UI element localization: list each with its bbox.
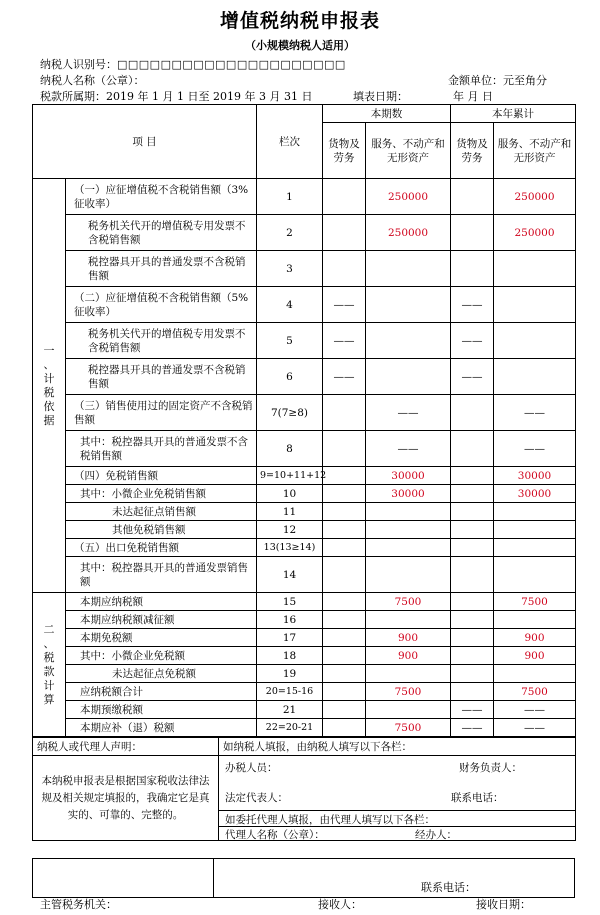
cell-current-services[interactable] <box>366 323 451 359</box>
cell-year-goods[interactable] <box>451 683 494 701</box>
cell-year-goods[interactable] <box>451 665 494 683</box>
cell-year-services[interactable] <box>494 539 576 557</box>
cell-year-goods[interactable] <box>451 557 494 593</box>
cell-year-services[interactable] <box>494 323 576 359</box>
cell-current-goods[interactable] <box>323 503 366 521</box>
row-line: 10 <box>257 485 323 503</box>
taxpayer-name-label: 纳税人名称（公章）： <box>40 74 145 87</box>
form-title: 增值税纳税申报表 <box>219 10 380 32</box>
header-services: 服务、不动产和无形资产 <box>366 123 451 179</box>
row-line: 18 <box>257 647 323 665</box>
table-row <box>33 647 576 665</box>
cell-year-services[interactable]: 30000 <box>494 485 576 503</box>
declaration-section <box>32 737 576 841</box>
cell-current-services[interactable]: —— <box>366 395 451 431</box>
cell-current-goods[interactable] <box>323 215 366 251</box>
cell-current-goods[interactable] <box>323 629 366 647</box>
cell-year-services[interactable]: 250000 <box>494 215 576 251</box>
cell-year-services[interactable] <box>494 287 576 323</box>
cell-year-services[interactable] <box>494 557 576 593</box>
table-row <box>33 503 576 521</box>
row-item: 本期免税额 <box>66 629 257 647</box>
row-line: 14 <box>257 557 323 593</box>
cell-current-goods[interactable]: —— <box>323 287 366 323</box>
cell-current-services[interactable]: 7500 <box>366 683 451 701</box>
row-item: 税控器具开具的普通发票不含税销售额 <box>66 359 257 395</box>
declaration-table <box>32 104 576 737</box>
row-line: 7(7≥8) <box>257 395 323 431</box>
table-row <box>33 395 576 431</box>
cell-current-goods[interactable]: —— <box>323 323 366 359</box>
cell-year-services[interactable]: 900 <box>494 647 576 665</box>
cell-year-goods[interactable] <box>451 395 494 431</box>
cell-current-services[interactable] <box>366 503 451 521</box>
row-item: 本期应补（退）税额 <box>66 719 257 737</box>
table-row <box>33 593 576 611</box>
table-row <box>33 215 576 251</box>
cell-year-goods[interactable] <box>451 521 494 539</box>
cell-year-services[interactable] <box>494 521 576 539</box>
cell-year-services[interactable]: 900 <box>494 629 576 647</box>
cell-current-services[interactable]: 900 <box>366 629 451 647</box>
handler-label: 办税人员： <box>225 762 278 774</box>
finance-label: 财务负责人： <box>459 762 522 774</box>
table-row <box>33 629 576 647</box>
row-item: 税务机关代开的增值税专用发票不含税销售额 <box>66 215 257 251</box>
cell-current-services[interactable] <box>366 539 451 557</box>
row-line: 22=20-21 <box>257 719 323 737</box>
cell-current-services[interactable] <box>366 521 451 539</box>
cell-current-goods[interactable] <box>323 701 366 719</box>
row-line: 13(13≥14) <box>257 539 323 557</box>
table-row <box>33 701 576 719</box>
table-row <box>33 323 576 359</box>
fill-date-label: 填表日期： <box>353 90 408 103</box>
cell-current-goods[interactable] <box>323 647 366 665</box>
row-item: 未达起征点销售额 <box>66 503 257 521</box>
table-row <box>33 179 576 215</box>
cell-year-goods[interactable] <box>451 431 494 467</box>
row-item: 未达起征点免税额 <box>66 665 257 683</box>
cell-current-services[interactable]: 900 <box>366 647 451 665</box>
cell-year-services[interactable]: 30000 <box>494 467 576 485</box>
fill-date-value: 年 月 日 <box>453 90 493 103</box>
cell-current-services[interactable]: 7500 <box>366 593 451 611</box>
table-row <box>33 557 576 593</box>
row-line: 17 <box>257 629 323 647</box>
cell-current-services[interactable] <box>366 557 451 593</box>
cell-current-goods[interactable] <box>323 683 366 701</box>
header-year-total: 本年累计 <box>451 105 576 123</box>
cell-year-goods[interactable] <box>451 611 494 629</box>
tax-period: 税款所属期：2019 年 1 月 1 日至 2019 年 3 月 31 日 <box>40 90 313 103</box>
cell-year-services[interactable]: 7500 <box>494 593 576 611</box>
header-line: 栏次 <box>257 105 323 179</box>
cell-current-goods[interactable] <box>323 467 366 485</box>
row-line: 1 <box>257 179 323 215</box>
row-line: 3 <box>257 251 323 287</box>
cell-current-services[interactable]: 30000 <box>366 467 451 485</box>
table-row <box>33 485 576 503</box>
row-line: 15 <box>257 593 323 611</box>
cell-current-services[interactable] <box>366 287 451 323</box>
row-line: 11 <box>257 503 323 521</box>
cell-current-goods[interactable] <box>323 557 366 593</box>
cell-year-services[interactable]: —— <box>494 431 576 467</box>
cell-year-goods[interactable] <box>451 629 494 647</box>
agent-name-label: 代理人名称（公章）： <box>225 829 325 841</box>
table-row <box>33 431 576 467</box>
table-row <box>33 719 576 737</box>
cell-year-services[interactable]: 250000 <box>494 179 576 215</box>
section-tax-calc: 二 、 税 款 计 算 <box>33 593 66 737</box>
cell-year-goods[interactable] <box>451 251 494 287</box>
row-item: （一）应征增值税不含税销售额（3%征收率） <box>66 179 257 215</box>
cell-year-services[interactable]: —— <box>494 701 576 719</box>
cell-current-services[interactable]: 7500 <box>366 719 451 737</box>
cell-current-services[interactable]: —— <box>366 431 451 467</box>
cell-current-goods[interactable] <box>323 665 366 683</box>
row-line: 6 <box>257 359 323 395</box>
row-item: 其中：税控器具开具的普通发票不含税销售额 <box>66 431 257 467</box>
cell-current-goods[interactable] <box>323 719 366 737</box>
declaration-head: 纳税人或代理人声明： <box>33 738 219 756</box>
amount-unit: 金额单位：元至角分 <box>448 74 547 87</box>
row-line: 19 <box>257 665 323 683</box>
cell-year-goods[interactable] <box>451 485 494 503</box>
cell-current-services[interactable]: 250000 <box>366 179 451 215</box>
table-row <box>33 467 576 485</box>
row-item: （四）免税销售额 <box>66 467 257 485</box>
cell-current-goods[interactable] <box>323 593 366 611</box>
cell-year-goods[interactable]: —— <box>451 719 494 737</box>
cell-current-goods[interactable] <box>323 485 366 503</box>
cell-current-goods[interactable] <box>323 539 366 557</box>
header-current-period: 本期数 <box>323 105 451 123</box>
row-item: （二）应征增值税不含税销售额（5%征收率） <box>66 287 257 323</box>
cell-current-goods[interactable]: —— <box>323 359 366 395</box>
cell-year-services[interactable] <box>494 611 576 629</box>
row-item: 本期预缴税额 <box>66 701 257 719</box>
row-item: 本期应纳税额 <box>66 593 257 611</box>
table-row <box>33 539 576 557</box>
section-tax-basis: 一 、 计 税 依 据 <box>33 179 66 593</box>
row-line: 8 <box>257 431 323 467</box>
cell-current-goods[interactable] <box>323 611 366 629</box>
cell-year-services[interactable]: 7500 <box>494 683 576 701</box>
form-subtitle: （小规模纳税人适用） <box>245 39 355 52</box>
cell-current-services[interactable] <box>366 665 451 683</box>
cell-year-goods[interactable] <box>451 503 494 521</box>
row-item: 应纳税额合计 <box>66 683 257 701</box>
cell-year-goods[interactable]: —— <box>451 701 494 719</box>
row-item: （三）销售使用过的固定资产不含税销售额 <box>66 395 257 431</box>
row-line: 9=10+11+12 <box>257 467 323 485</box>
row-item: （五）出口免税销售额 <box>66 539 257 557</box>
row-line: 4 <box>257 287 323 323</box>
row-line: 2 <box>257 215 323 251</box>
agent-fill-note: 如委托代理人填报，由代理人填写以下各栏： <box>225 814 435 826</box>
table-row <box>33 287 576 323</box>
header-year-goods: 货物及劳务 <box>451 123 494 179</box>
table-row <box>33 359 576 395</box>
cell-current-services[interactable] <box>366 359 451 395</box>
agent-phone-label: 联系电话： <box>421 881 476 894</box>
row-item: 其中：税控器具开具的普通发票销售额 <box>66 557 257 593</box>
row-line: 12 <box>257 521 323 539</box>
row-line: 5 <box>257 323 323 359</box>
receiver-label: 接收人： <box>318 898 362 911</box>
cell-year-services[interactable]: —— <box>494 395 576 431</box>
cell-year-services[interactable]: —— <box>494 719 576 737</box>
cell-current-goods[interactable] <box>323 395 366 431</box>
cell-current-services[interactable]: 30000 <box>366 485 451 503</box>
row-item: 税控器具开具的普通发票不含税销售额 <box>66 251 257 287</box>
cell-current-goods[interactable] <box>323 521 366 539</box>
agent-handler-label: 经办人： <box>415 829 457 841</box>
tax-id-boxes[interactable]: □□□□□□□□□□□□□□□□□□□□□ <box>117 58 346 71</box>
tax-authority-box <box>32 858 575 898</box>
cell-year-goods[interactable] <box>451 179 494 215</box>
cell-year-goods[interactable] <box>451 467 494 485</box>
cell-year-services[interactable] <box>494 251 576 287</box>
cell-year-services[interactable] <box>494 665 576 683</box>
row-item: 其他免税销售额 <box>66 521 257 539</box>
row-item: 税务机关代开的增值税专用发票不含税销售额 <box>66 323 257 359</box>
receive-date-label: 接收日期： <box>476 898 531 911</box>
cell-year-goods[interactable] <box>451 593 494 611</box>
authority-label: 主管税务机关： <box>40 898 117 911</box>
cell-current-goods[interactable] <box>323 251 366 287</box>
row-line: 21 <box>257 701 323 719</box>
cell-year-goods[interactable] <box>451 647 494 665</box>
cell-year-services[interactable] <box>494 503 576 521</box>
table-row <box>33 521 576 539</box>
cell-current-services[interactable] <box>366 701 451 719</box>
cell-current-goods[interactable] <box>323 179 366 215</box>
cell-year-goods[interactable] <box>451 215 494 251</box>
row-item: 其中：小微企业免税销售额 <box>66 485 257 503</box>
cell-current-services[interactable]: 250000 <box>366 215 451 251</box>
row-line: 16 <box>257 611 323 629</box>
table-row <box>33 665 576 683</box>
table-row <box>33 683 576 701</box>
row-item: 其中：小微企业免税额 <box>66 647 257 665</box>
table-row <box>33 611 576 629</box>
header-year-services: 服务、不动产和无形资产 <box>494 123 576 179</box>
declaration-text: 本纳税申报表是根据国家税收法律法规及相关规定填报的，我确定它是真实的、可靠的、完整的。 <box>33 756 219 841</box>
table-row <box>33 251 576 287</box>
cell-year-goods[interactable] <box>451 539 494 557</box>
row-item: 本期应纳税额减征额 <box>66 611 257 629</box>
cell-year-goods[interactable]: —— <box>451 359 494 395</box>
cell-current-goods[interactable] <box>323 431 366 467</box>
header-goods: 货物及劳务 <box>323 123 366 179</box>
cell-year-services[interactable] <box>494 359 576 395</box>
tax-id-label-text: 纳税人识别号： <box>40 58 117 71</box>
tax-id-label <box>40 56 346 72</box>
legal-rep-label: 法定代表人： <box>225 792 288 804</box>
self-fill-note: 如纳税人填报，由纳税人填写以下各栏： <box>219 738 576 756</box>
cell-year-goods[interactable]: —— <box>451 323 494 359</box>
cell-current-services[interactable] <box>366 251 451 287</box>
cell-year-goods[interactable]: —— <box>451 287 494 323</box>
phone-label: 联系电话： <box>451 792 504 804</box>
row-line: 20=15-16 <box>257 683 323 701</box>
header-item: 项 目 <box>33 105 257 179</box>
cell-current-services[interactable] <box>366 611 451 629</box>
